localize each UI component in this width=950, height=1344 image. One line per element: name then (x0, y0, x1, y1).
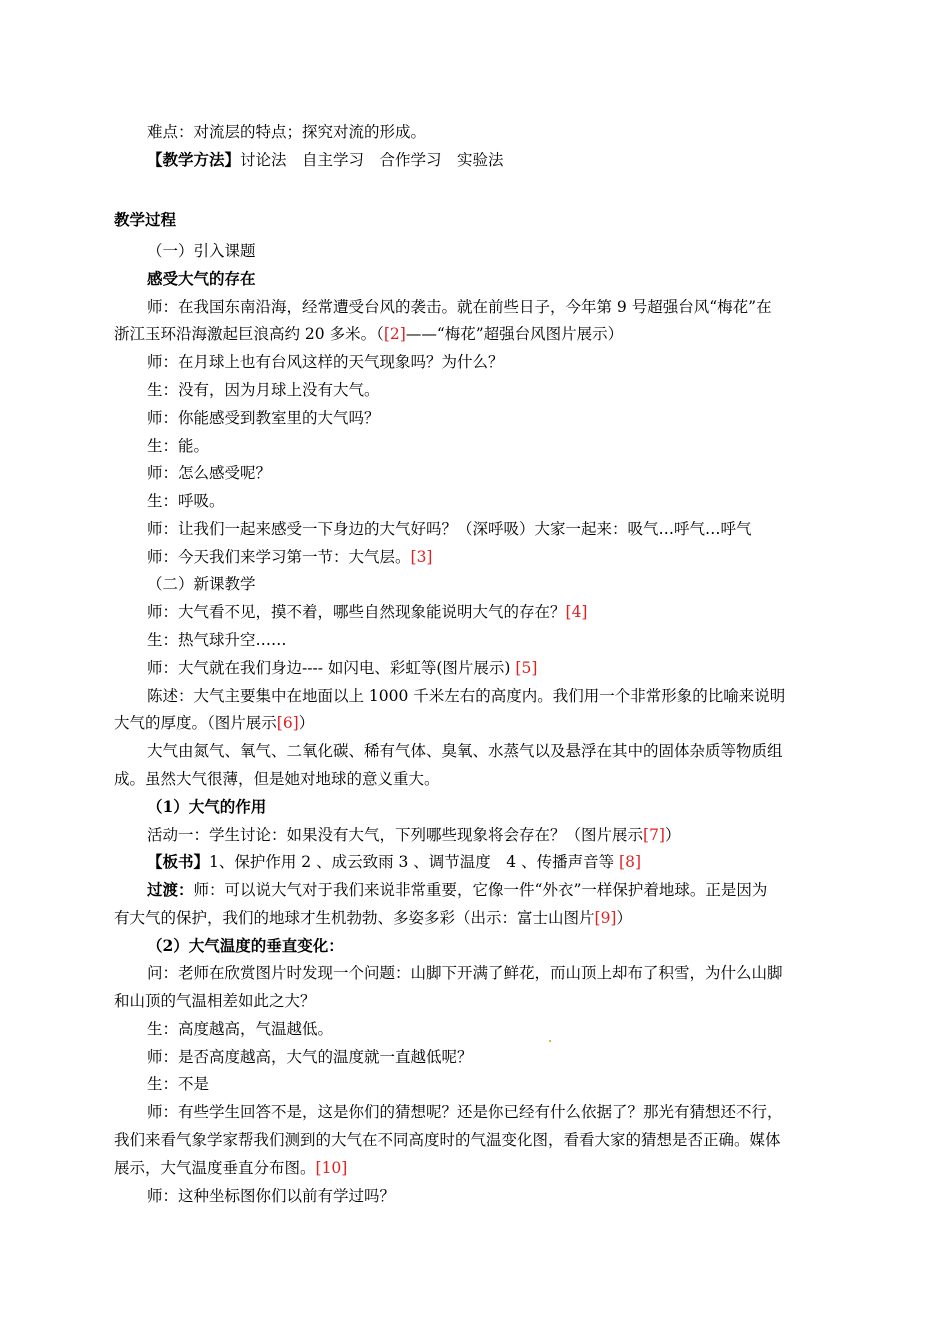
reference-marker: [2] (383, 325, 406, 343)
reference-marker: [8] (619, 853, 641, 871)
transition-line: 有大气的保护，我们的地球才生机勃勃、多姿多彩（出示：富士山图片[9]） (114, 909, 632, 927)
paragraph-line: 问：老师在欣赏图片时发现一个问题：山脚下开满了鲜花，而山顶上却布了积雪，为什么山脚 (147, 964, 783, 982)
dialogue-line: 师：怎么感受呢？ (147, 464, 272, 482)
dialogue-line: 师：让我们一起来感受一下身边的大气好吗？（深呼吸）大家一起来：吸气…呼气…呼气 (147, 520, 752, 538)
paragraph-line: 成。虽然大气很薄，但是她对地球的意义重大。 (114, 770, 440, 788)
paragraph-line: 师：在我国东南沿海，经常遭受台风的袭击。就在前些日子，今年第 9 号超强台风“梅花”在 (147, 298, 772, 316)
reference-marker: [4] (565, 603, 588, 621)
reference-marker: [9] (594, 909, 617, 927)
method-text: 讨论法 自主学习 合作学习 实验法 (240, 151, 504, 169)
board-line: 【板书】1、保护作用 2 、成云致雨 3 、调节温度 4 、传播声音等 [8] (147, 852, 641, 871)
dialogue-line: 师：这种坐标图你们以前有学过吗？ (147, 1187, 396, 1205)
reference-marker: [7] (643, 826, 665, 844)
stray-dot (549, 1040, 551, 1042)
dialogue-line: 师：大气就在我们身边---- 如闪电、彩虹等(图片展示) [5] (147, 659, 538, 677)
paragraph-line: 我们来看气象学家帮我们测到的大气在不同高度时的气温变化图，看看大家的猜想是否正确。媒体 (114, 1131, 781, 1149)
reference-marker: [10] (315, 1159, 348, 1177)
dialogue-line: 师：你能感受到教室里的大气吗？ (147, 409, 380, 427)
method-label: 【教学方法】 (147, 150, 241, 169)
dialogue-line: 师：在月球上也有台风这样的天气现象吗？为什么？ (147, 353, 504, 371)
dialogue-line: 生：高度越高，气温越低。 (147, 1020, 334, 1038)
heading-temperature-vertical: （2）大气温度的垂直变化： (147, 936, 344, 955)
transition-label: 过渡： (147, 880, 194, 899)
paragraph-line: 浙江玉环沿海激起巨浪高约 20 多米。（[2]——“梅花”超强台风图片展示） (114, 325, 624, 343)
dialogue-line: 生：没有，因为月球上没有大气。 (147, 381, 380, 399)
section-intro: （一）引入课题 (147, 242, 256, 260)
dialogue-line: 师：是否高度越高，大气的温度就一直越低呢？ (147, 1048, 473, 1066)
paragraph-line: 和山顶的气温相差如此之大？ (114, 992, 316, 1010)
paragraph-line: 师：有些学生回答不是，这是你们的猜想呢？还是你已经有什么依据了？那光有猜想还不行， (147, 1103, 783, 1121)
paragraph-line: 陈述：大气主要集中在地面以上 1000 千米左右的高度内。我们用一个非常形象的比喻来说明 (147, 687, 786, 705)
paragraph-line: 大气由氮气、氧气、二氧化碳、稀有气体、臭氧、水蒸气以及悬浮在其中的固体杂质等物质组 (147, 742, 783, 760)
reference-marker: [6] (276, 714, 299, 732)
reference-marker: [3] (410, 548, 433, 566)
reference-marker: [5] (515, 659, 538, 677)
dialogue-line: 生：热气球升空…… (147, 631, 287, 649)
heading-atmosphere-role: （1）大气的作用 (147, 797, 267, 816)
transition-line: 过渡：师：可以说大气对于我们来说非常重要，它像一件“外衣”一样保护着地球。正是因为 (147, 880, 768, 899)
activity-line: 活动一：学生讨论：如果没有大气，下列哪些现象将会存在？（图片展示[7]） (147, 826, 681, 844)
feel-heading: 感受大气的存在 (147, 269, 256, 288)
board-label: 【板书】 (147, 852, 210, 871)
paragraph-line: 大气的厚度。（图片展示[6]） (114, 714, 315, 732)
dialogue-line: 生：呼吸。 (147, 492, 225, 510)
paragraph-line: 展示，大气温度垂直分布图。[10] (114, 1159, 348, 1177)
section-new-lesson: （二）新课教学 (147, 575, 256, 593)
difficulty-line: 难点：对流层的特点；探究对流的形成。 (147, 123, 427, 141)
dialogue-line: 师：今天我们来学习第一节：大气层。[3] (147, 548, 433, 566)
dialogue-line: 师：大气看不见，摸不着，哪些自然现象能说明大气的存在？[4] (147, 603, 588, 621)
process-heading: 教学过程 (114, 210, 177, 229)
dialogue-line: 生：能。 (147, 437, 210, 455)
dialogue-line: 生：不是 (147, 1075, 210, 1093)
teaching-method-line (147, 150, 504, 170)
